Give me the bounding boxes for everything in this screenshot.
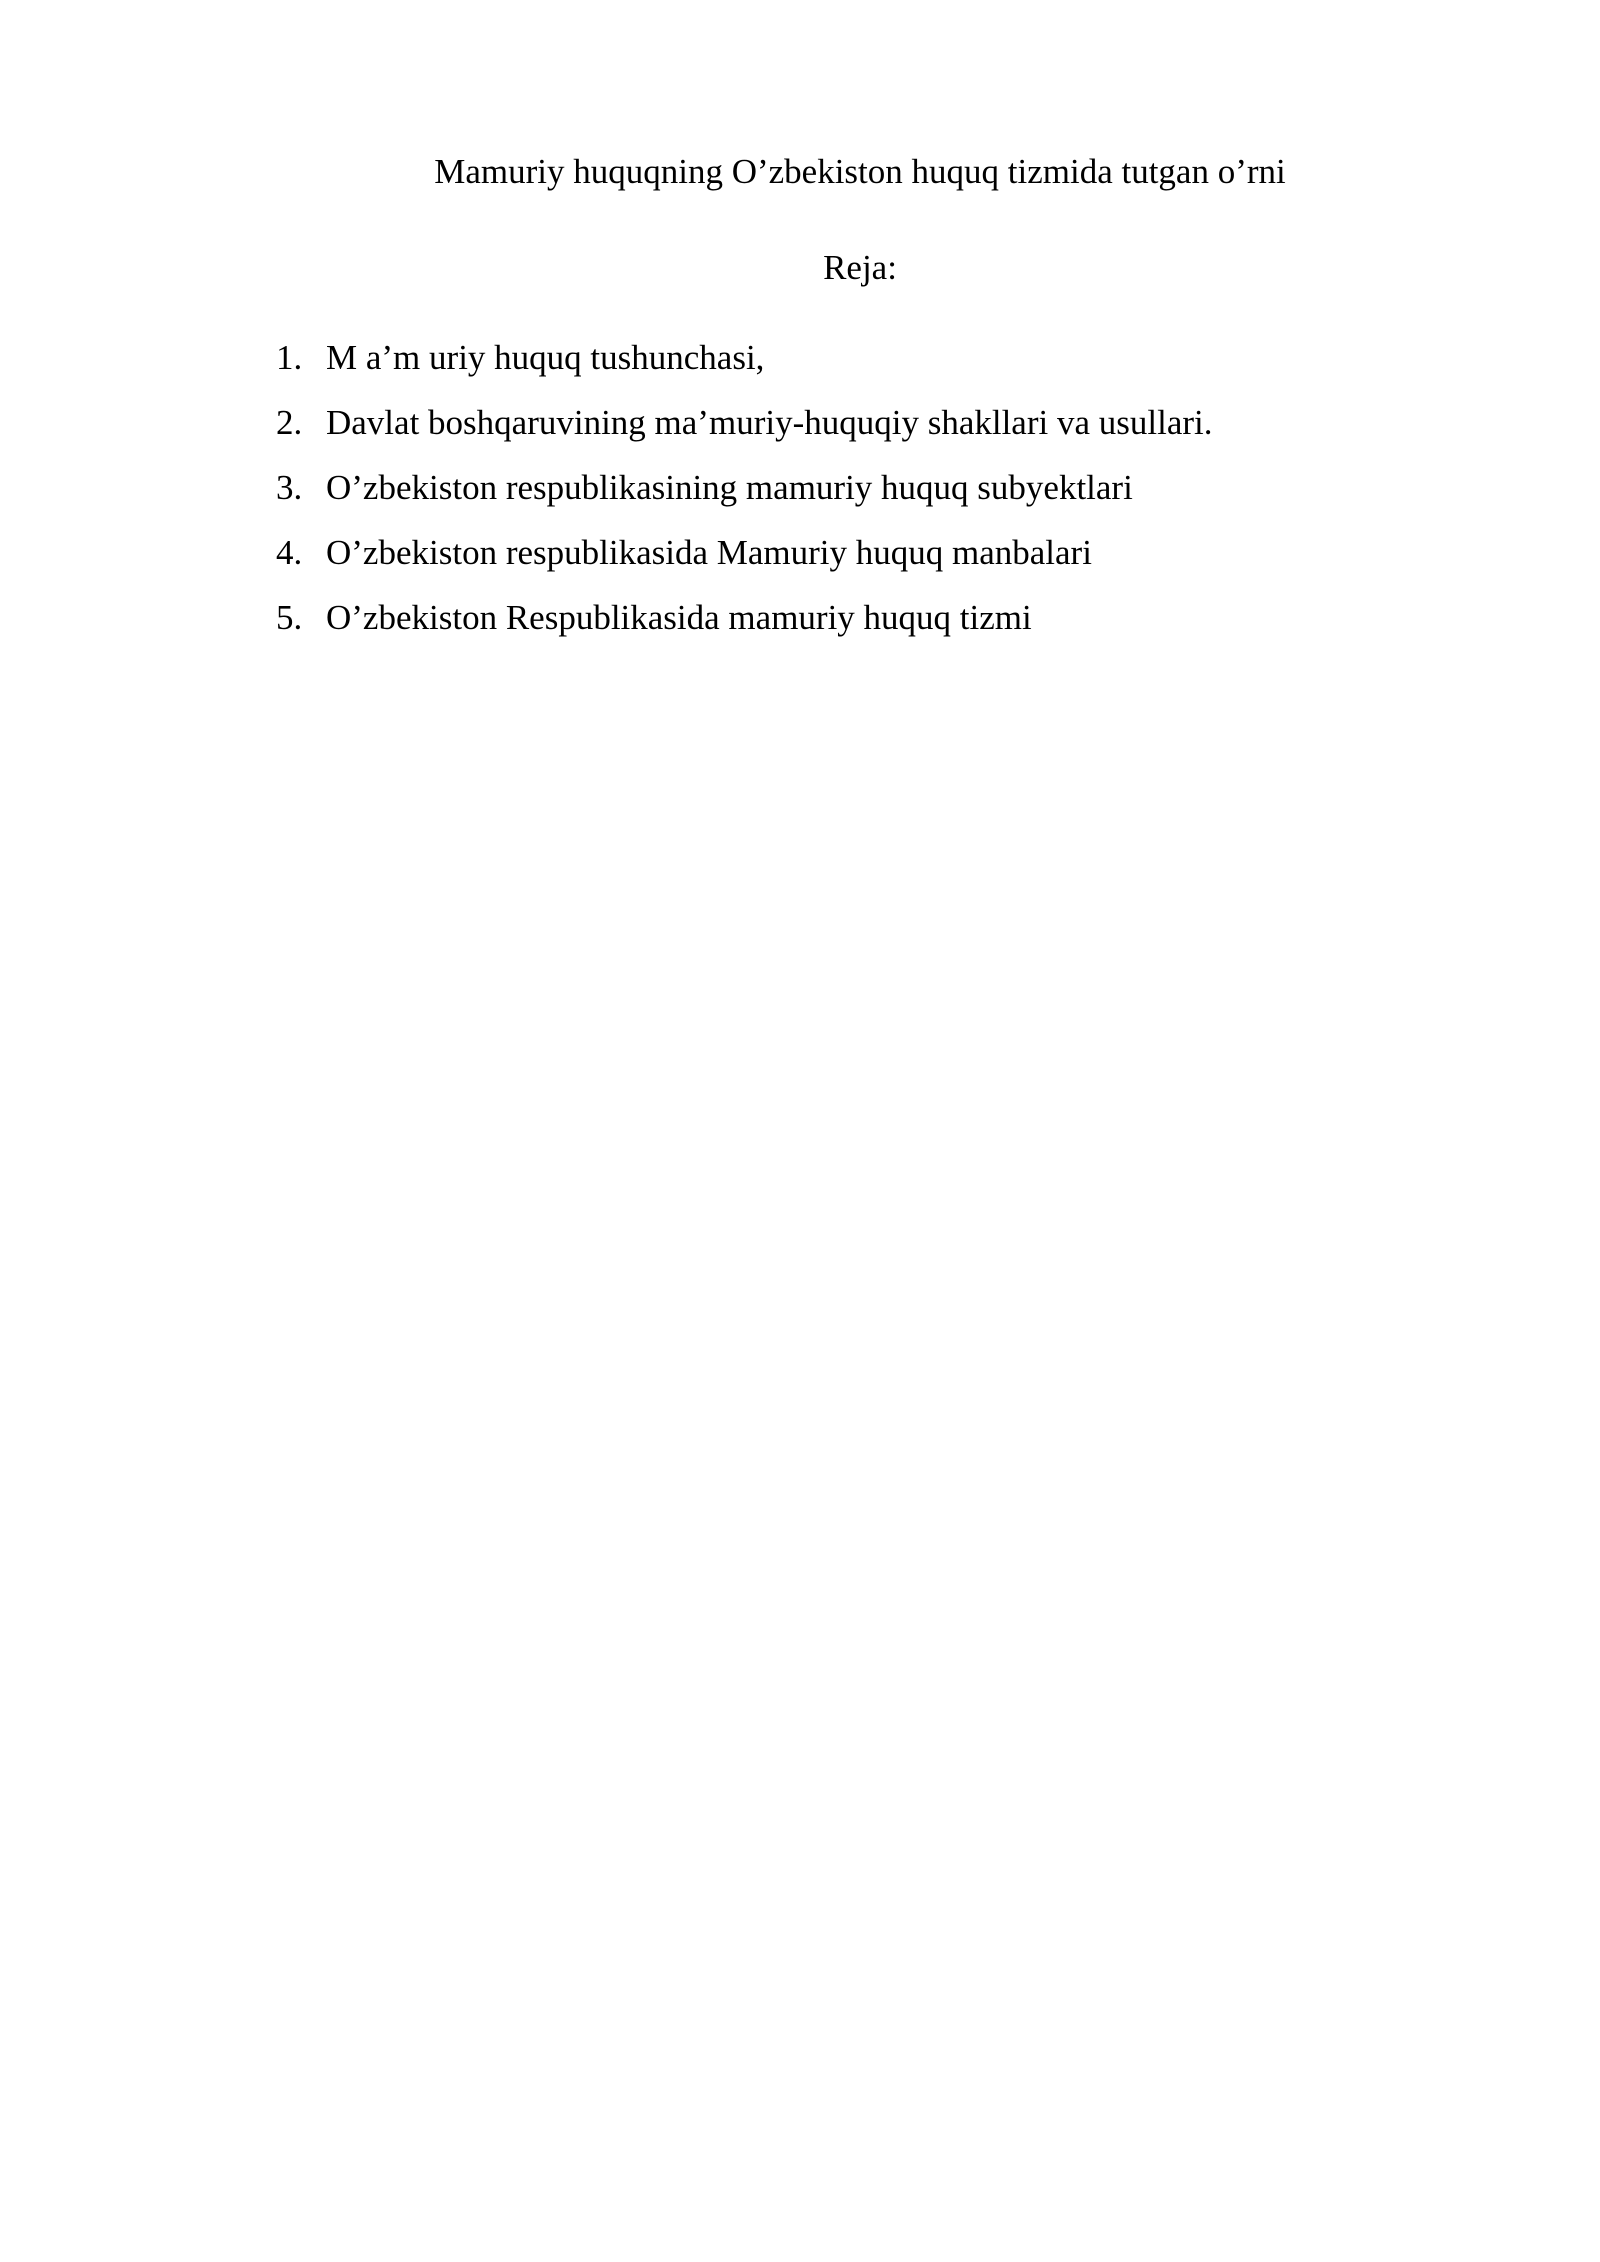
list-item (276, 464, 1212, 529)
list-item-number: 5. (276, 598, 303, 637)
plan-list (276, 334, 1212, 659)
list-item-number: 3. (276, 468, 303, 507)
list-item (276, 529, 1212, 594)
list-item-number: 4. (276, 533, 303, 572)
list-item (276, 334, 1212, 399)
plan-heading: Reja: (823, 248, 897, 287)
list-item-number: 1. (276, 338, 303, 377)
list-item-text: O’zbekiston respublikasining mamuriy huquq subyektlari (326, 468, 1133, 507)
list-item (276, 399, 1212, 464)
list-item (276, 594, 1212, 659)
list-item-text: O’zbekiston respublikasida Mamuriy huquq manbalari (326, 533, 1092, 572)
document-title: Mamuriy huquqning O’zbekiston huquq tizmida tutgan o’rni (434, 152, 1286, 191)
list-item-text: O’zbekiston Respublikasida mamuriy huquq tizmi (326, 598, 1032, 637)
list-item-number: 2. (276, 403, 303, 442)
list-item-text: M a’m uriy huquq tushunchasi, (326, 338, 765, 377)
list-item-text: Davlat boshqaruvining ma’muriy-huquqiy shakllari va usullari. (326, 403, 1213, 442)
